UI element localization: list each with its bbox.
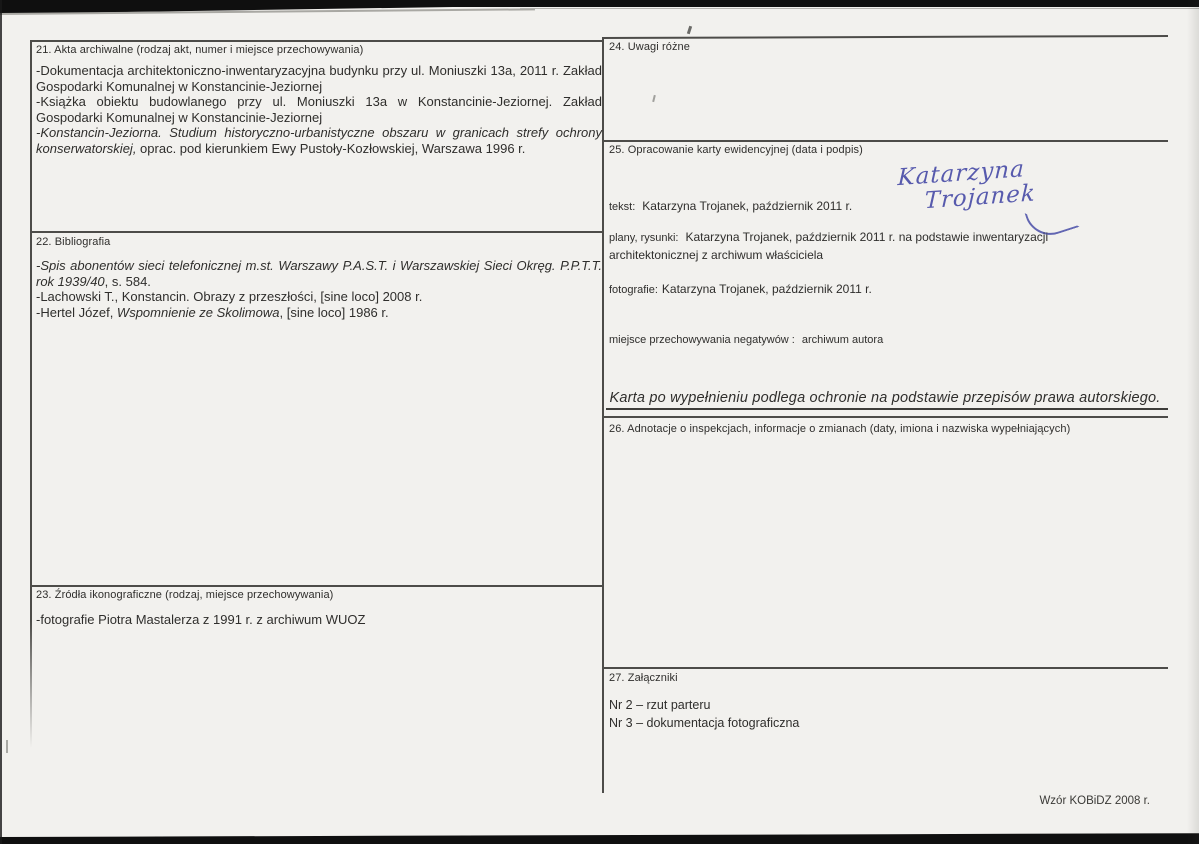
bibliography-entry-text: -Lachowski T., Konstancin. Obrazy z przeszłości, [sine loco] 2008 r.	[36, 289, 423, 305]
section-21-title: 21. Akta archiwalne (rodzaj akt, numer i miejsce przechowywania)	[36, 44, 364, 56]
archival-record-entry	[36, 63, 602, 94]
section-26-title: 26. Adnotacje o inspekcjach, informacje o zmianach (daty, imiona i nazwiska wypełniających)	[609, 423, 1071, 435]
plans-drawings-value: Katarzyna Trojanek, październik 2011 r. na podstawie inwentaryzacji architektonicznej z archiwum właściciela	[609, 230, 1049, 262]
plans-drawings-row	[609, 229, 1091, 264]
section-22-body	[36, 258, 602, 320]
attachment-entry: Nr 3 – dokumentacja fotograficzna	[609, 715, 800, 730]
scan-speck	[652, 95, 656, 102]
copyright-notice-rule	[606, 408, 1168, 410]
negatives-location-value: archiwum autora	[801, 334, 884, 346]
box21-top-border	[30, 40, 602, 42]
section-21-body	[36, 63, 602, 157]
scan-edge-left	[0, 0, 2, 844]
bibliography-entry-text: , [sine loco] 1986 r.	[279, 304, 389, 320]
center-column-divider	[602, 37, 604, 793]
attachments-list	[609, 697, 799, 732]
bibliography-entry	[36, 258, 602, 289]
scan-edge-bottom	[0, 833, 1199, 844]
negatives-location-row	[609, 330, 883, 348]
scan-speck	[6, 740, 8, 753]
scan-paper-edge-faint	[520, 8, 1199, 9]
attachment-entry: Nr 2 – rzut parteru	[609, 698, 711, 712]
archival-entry-title-italic: -Konstancin-Jeziorna. Studium historyczno-urbanistyczne obszaru w granicach strefy ochrony konserwatorskiej,	[36, 125, 602, 156]
box21-box22-divider	[30, 231, 602, 233]
bibliography-entry-text: , s. 584.	[104, 273, 151, 289]
bibliography-entry-text: -Hertel Józef,	[36, 304, 117, 320]
text-author-value: Katarzyna Trojanek, październik 2011 r.	[642, 199, 853, 213]
section-27-title: 27. Załączniki	[609, 672, 678, 684]
archival-entry-text: -Książka obiektu budowlanego przy ul. Moniuszki 13a w Konstancinie-Jeziornej. Zakład Gospodarki Komunalnej w Konstancinie-Jeziornej	[36, 94, 602, 125]
form-template-note: Wzór KOBiDZ 2008 r.	[1039, 795, 1150, 807]
bibliography-title-italic: Wspomnienie ze Skolimowa	[116, 304, 280, 320]
section-25-title: 25. Opracowanie karty ewidencyjnej (data i podpis)	[609, 144, 863, 156]
left-column-border	[30, 40, 32, 748]
iconographic-sources-entry: -fotografie Piotra Mastalerza z 1991 r. z archiwum WUOZ	[36, 612, 366, 627]
archival-entry-text: -Dokumentacja architektoniczno-inwentaryzacyjna budynku przy ul. Moniuszki 13a, 2011 r. Zakład Gospodarki Komunalnej w Konstancinie-Jeziornej	[36, 63, 602, 94]
archival-record-entry	[36, 94, 602, 125]
handwritten-signature	[896, 156, 1037, 216]
text-author-row	[609, 197, 852, 215]
bibliography-entry	[36, 289, 602, 305]
box22-box23-divider	[30, 585, 602, 587]
bibliography-title-italic: -Spis abonentów sieci telefonicznej m.st. Warszawy P.A.S.T. i Warszawskiej Sieci Okręg. P.P.T.T. rok 1939/40	[36, 258, 602, 289]
bibliography-entry	[36, 305, 602, 321]
signature-last-name: Trojanek	[924, 180, 1037, 215]
scan-speck	[687, 26, 692, 35]
box24-top-border	[602, 35, 1168, 39]
copyright-notice: Karta po wypełnieniu podlega ochronie na podstawie przepisów prawa autorskiego.	[609, 390, 1161, 406]
box24-box25-divider	[602, 140, 1168, 142]
box26-box27-divider	[602, 667, 1168, 669]
signature-first-name: Katarzyna	[897, 156, 1026, 192]
section-24-title: 24. Uwagi różne	[609, 41, 690, 53]
negatives-location-label: miejsce przechowywania negatywów :	[609, 334, 795, 346]
plans-drawings-label: plany, rysunki:	[609, 232, 679, 244]
section-22-title: 22. Bibliografia	[36, 236, 111, 248]
archival-record-entry	[36, 125, 602, 156]
photographs-author-label: fotografie:	[609, 284, 658, 296]
photographs-author-value: Katarzyna Trojanek, październik 2011 r.	[661, 282, 872, 296]
box25-box26-divider	[602, 416, 1168, 418]
scan-edge-right-shadow	[1187, 0, 1199, 844]
section-23-title: 23. Źródła ikonograficzne (rodzaj, miejsce przechowywania)	[36, 589, 334, 601]
text-author-label: tekst:	[609, 201, 636, 213]
archival-entry-text: oprac. pod kierunkiem Ewy Pustoły-Kozłowskiej, Warszawa 1996 r.	[136, 140, 526, 156]
photographs-author-row	[609, 280, 872, 298]
